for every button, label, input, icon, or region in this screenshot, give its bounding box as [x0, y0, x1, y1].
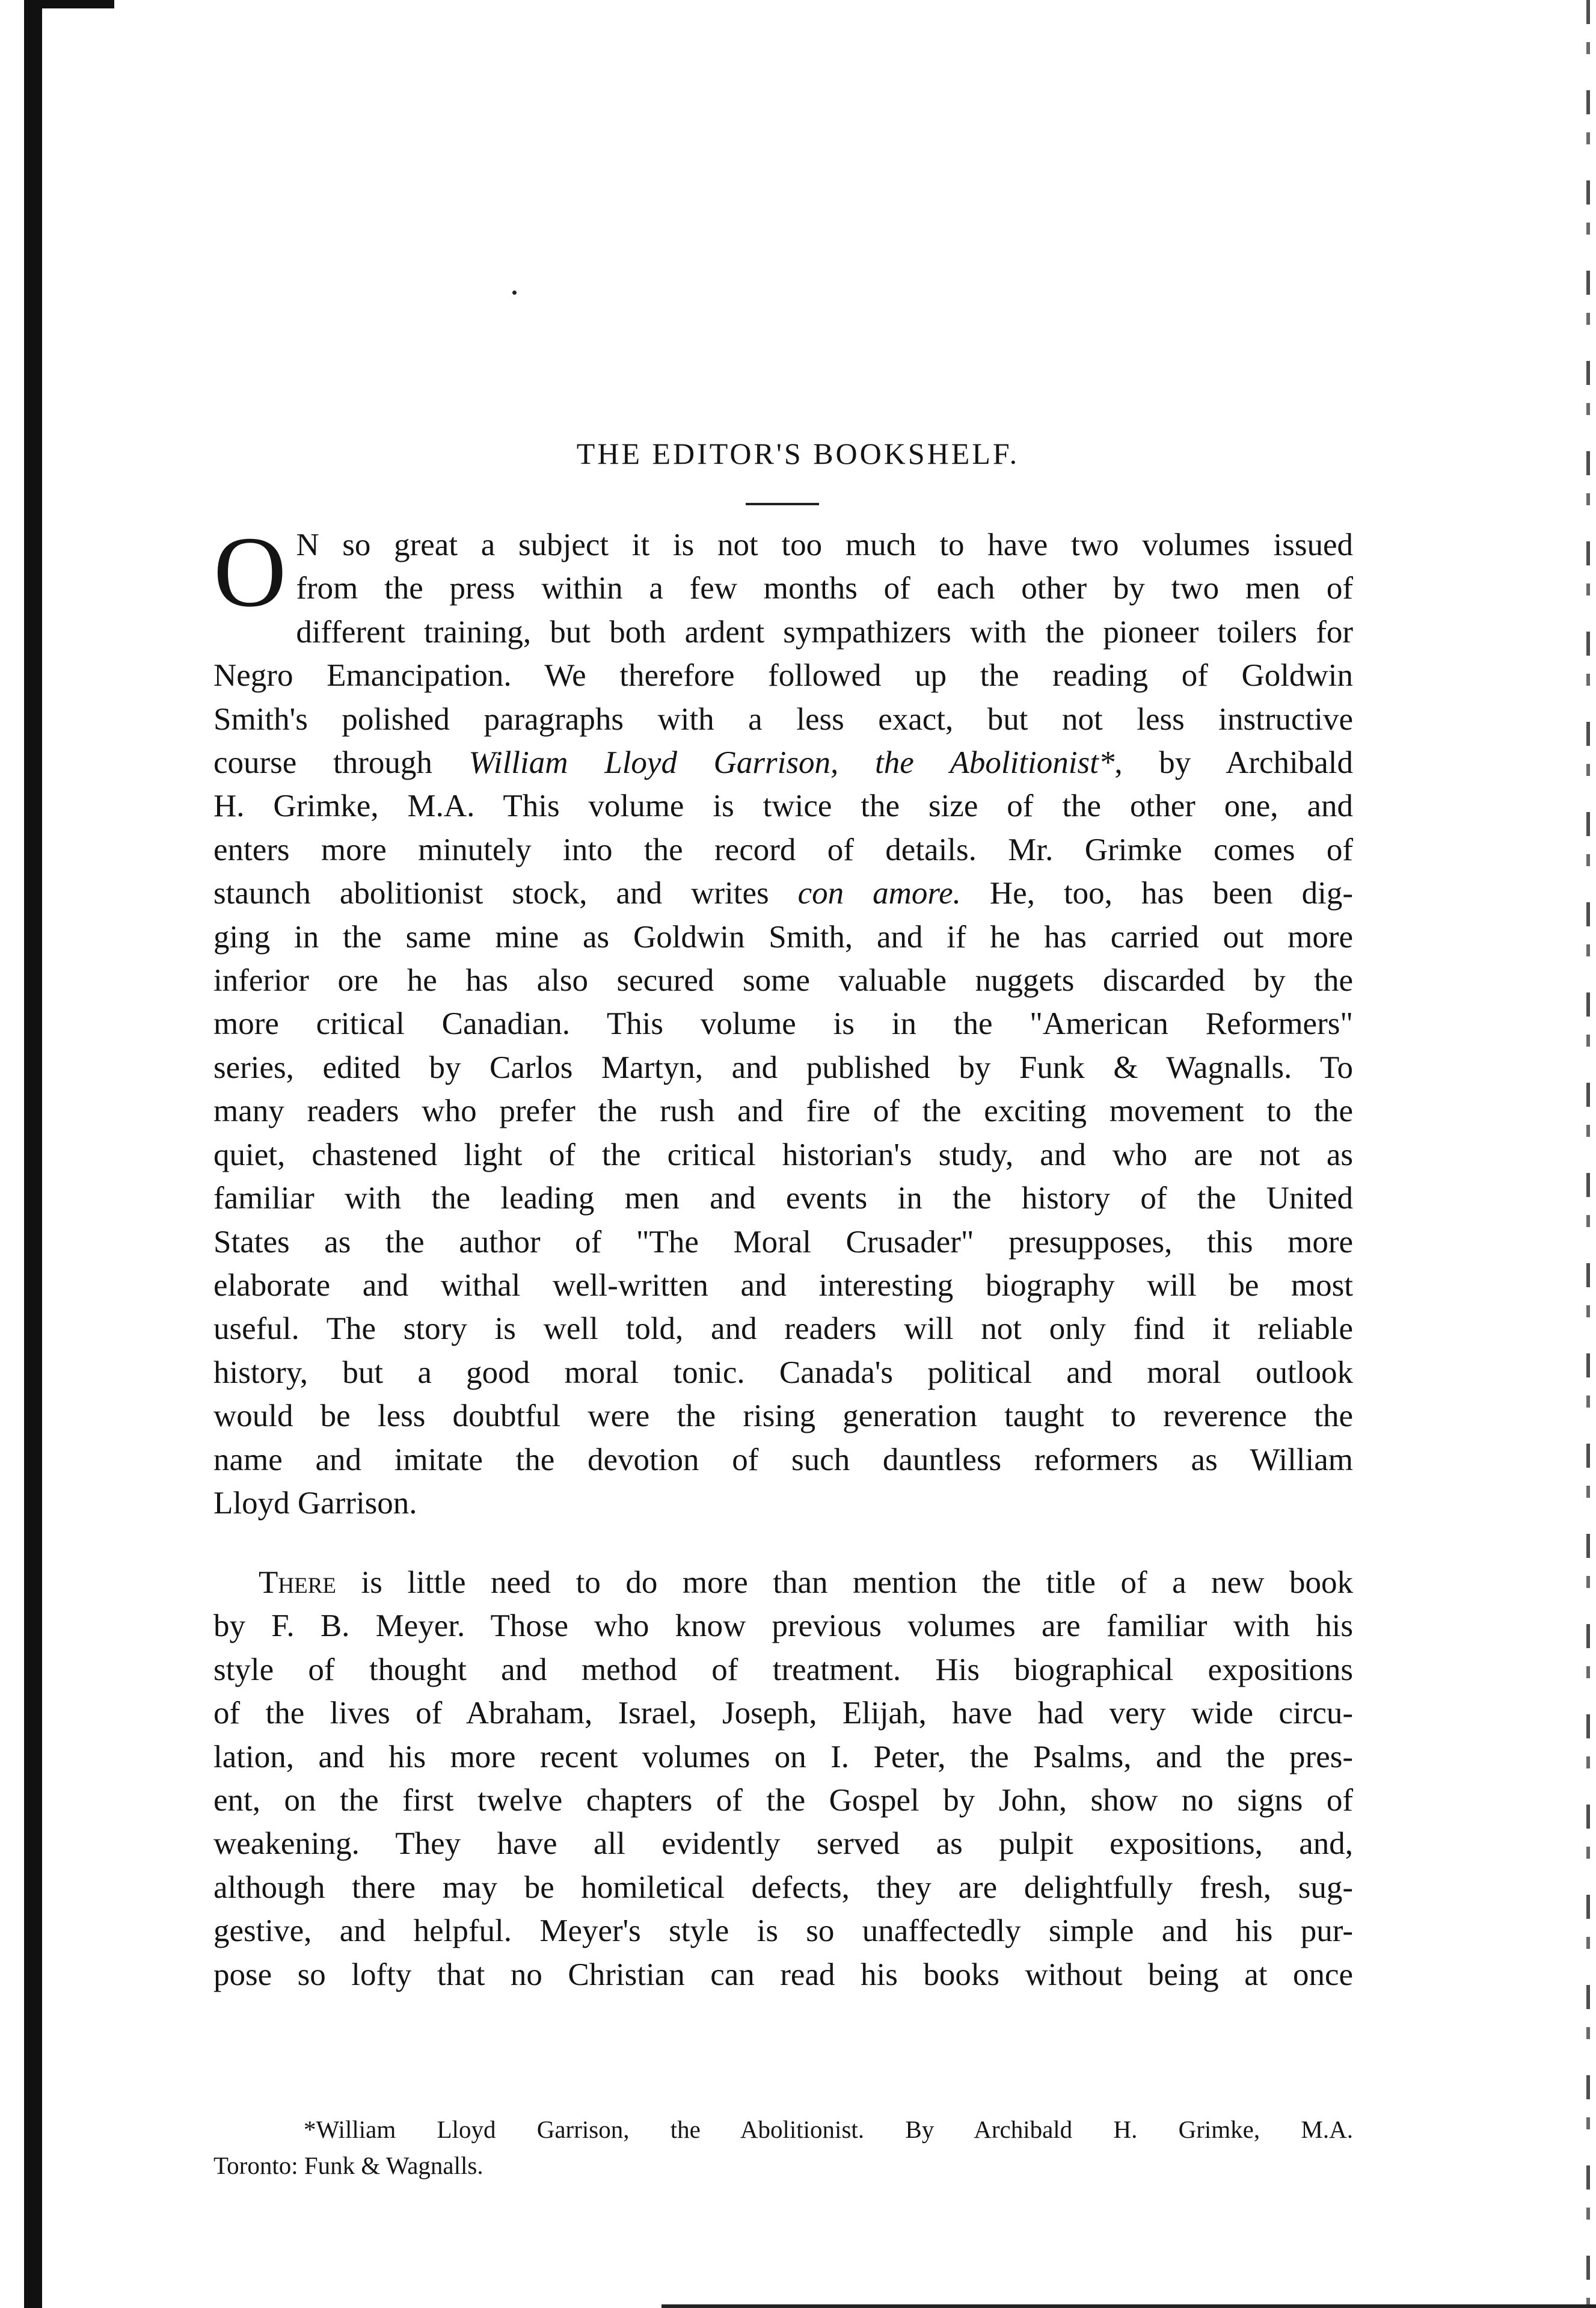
footnote: [213, 2111, 1353, 2183]
text-line: [213, 1561, 1353, 1604]
text-line: different training, but both ardent sympathizers with the pioneer toilers for: [296, 614, 1353, 650]
title-rule: [746, 503, 819, 505]
text-line: by F. B. Meyer. Those who know previous volumes are familiar with his: [213, 1608, 1353, 1644]
scan-border-left: [24, 0, 42, 2308]
text-line: Smith's polished paragraphs with a less exact, but not less instructive: [213, 701, 1353, 737]
text-line: [213, 741, 1353, 784]
review-paragraph-meyer: [213, 1561, 1353, 1996]
text-line: familiar with the leading men and events in the history of the United: [213, 1181, 1353, 1216]
text-line: of the lives of Abraham, Israel, Joseph, Elijah, have had very wide circu-: [213, 1696, 1353, 1731]
text-run: , by Archibald: [1114, 745, 1354, 781]
text-line: elaborate and withal well-written and interesting biography will be most: [213, 1267, 1353, 1303]
text-line: name and imitate the devotion of such dauntless reformers as William: [213, 1442, 1353, 1477]
ink-speck: [512, 291, 517, 295]
text-line: quiet, chastened light of the critical historian's study, and who are not as: [213, 1137, 1353, 1172]
text-line: although there may be homiletical defects, they are delightfully fresh, sug-: [213, 1869, 1353, 1905]
book-title: William Lloyd Garrison, the Abolitionist*: [468, 745, 1115, 781]
footnote-line: Toronto: Funk & Wagnalls.: [213, 2152, 483, 2179]
text-line: States as the author of "The Moral Crusader" presupposes, this more: [213, 1224, 1353, 1260]
drop-cap: O: [213, 516, 287, 628]
text-line: H. Grimke, M.A. This volume is twice the size of the other one, and: [213, 789, 1353, 824]
text-line: weakening. They have all evidently served as pulpit expositions, and,: [213, 1826, 1353, 1862]
review-paragraph-garrison: [213, 516, 1354, 1525]
text-line: gestive, and helpful. Meyer's style is so unaffectedly simple and his pur-: [213, 1913, 1353, 1949]
text-line: from the press within a few months of each other by two men of: [296, 571, 1353, 606]
text-line: [213, 872, 1353, 915]
text-line: Negro Emancipation. We therefore followed up the reading of Goldwin: [213, 658, 1353, 694]
text-run: staunch abolitionist stock, and writes: [213, 876, 769, 911]
scan-border-top: [24, 0, 114, 8]
text-line: Lloyd Garrison.: [213, 1485, 417, 1521]
text-line: lation, and his more recent volumes on I. Peter, the Psalms, and the pres-: [213, 1739, 1353, 1774]
lead-word: There: [259, 1565, 336, 1600]
text-line: enters more minutely into the record of details. Mr. Grimke comes of: [213, 832, 1353, 867]
text-run: course through: [213, 745, 432, 781]
italic-phrase: con amore.: [797, 876, 961, 911]
text-run: is little need to do more than mention the title of a new book: [336, 1565, 1353, 1600]
text-line: more critical Canadian. This volume is in the "American Reformers": [213, 1006, 1353, 1042]
scan-border-bottom: [661, 2304, 1596, 2308]
text-run: He, too, has been dig-: [989, 876, 1354, 911]
text-line: history, but a good moral tonic. Canada's political and moral outlook: [213, 1355, 1353, 1390]
text-line: useful. The story is well told, and readers will not only find it reliable: [213, 1311, 1353, 1347]
page-title: THE EDITOR'S BOOKSHELF.: [576, 437, 1020, 470]
text-line: series, edited by Carlos Martyn, and published by Funk & Wagnalls. To: [213, 1050, 1353, 1085]
text-line: many readers who prefer the rush and fire of the exciting movement to the: [213, 1094, 1353, 1129]
footnote-line: *William Lloyd Garrison, the Abolitionist. By Archibald H. Grimke, M.A.: [304, 2116, 1353, 2143]
text-line: N so great a subject it is not too much to have two volumes issued: [296, 528, 1353, 562]
text-line: ging in the same mine as Goldwin Smith, and if he has carried out more: [213, 919, 1353, 955]
text-line: ent, on the first twelve chapters of the Gospel by John, show no signs of: [213, 1783, 1353, 1818]
text-line: would be less doubtful were the rising generation taught to reverence the: [213, 1399, 1353, 1434]
text-line: pose so lofty that no Christian can read his books without being at once: [213, 1957, 1353, 1992]
scan-border-right: [1586, 0, 1590, 2308]
text-line: inferior ore he has also secured some valuable nuggets discarded by the: [213, 963, 1353, 999]
text-line: style of thought and method of treatment. His biographical expositions: [213, 1652, 1353, 1687]
